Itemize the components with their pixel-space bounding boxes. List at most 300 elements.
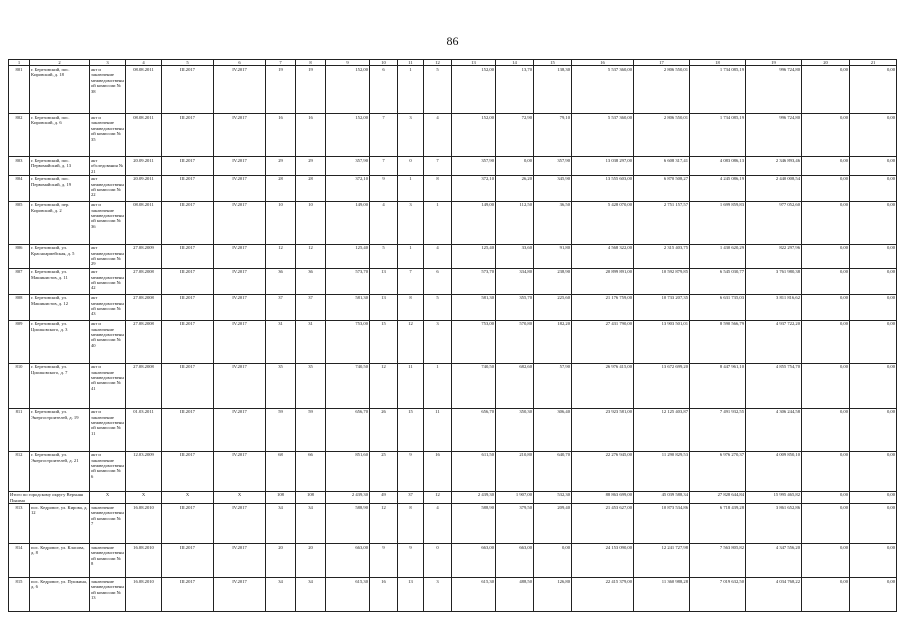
cell-c6: IV.2017 bbox=[214, 294, 266, 320]
cell-c18: 6 718 439,28 bbox=[690, 504, 746, 544]
cell-date: 27.08.2008 bbox=[126, 363, 162, 408]
cell-c6: IV.2017 bbox=[214, 201, 266, 244]
cell-c20: 0,00 bbox=[802, 408, 850, 451]
cell-c5: III.2017 bbox=[162, 504, 214, 544]
cell-c20: 0,00 bbox=[802, 504, 850, 544]
cell-c10: 13 bbox=[370, 294, 398, 320]
cell-c12: 3 bbox=[424, 578, 452, 612]
cell-c11: 0 bbox=[398, 157, 424, 175]
cell-n: 815 bbox=[9, 578, 30, 612]
cell-c12: 1 bbox=[424, 201, 452, 244]
cell-c17: 12 241 727,98 bbox=[634, 544, 690, 578]
cell-c11: 11 bbox=[398, 363, 424, 408]
cell-c11: 3 bbox=[398, 201, 424, 244]
cell-c14: 13,70 bbox=[496, 66, 534, 114]
total-cell: 0,00 bbox=[802, 491, 850, 504]
cell-c20: 0,00 bbox=[802, 363, 850, 408]
cell-c11: 1 bbox=[398, 244, 424, 268]
cell-c17: 6 870 508,27 bbox=[634, 175, 690, 201]
cell-c21: 0,00 bbox=[850, 294, 897, 320]
cell-c5: III.2017 bbox=[162, 294, 214, 320]
cell-c10: 6 bbox=[370, 66, 398, 114]
cell-c7: 29 bbox=[266, 157, 296, 175]
cell-c8: 59 bbox=[296, 408, 326, 451]
cell-c15: 209,40 bbox=[534, 504, 572, 544]
cell-c5: III.2017 bbox=[162, 114, 214, 157]
cell-c14: 355,70 bbox=[496, 294, 534, 320]
cell-c10: 4 bbox=[370, 201, 398, 244]
cell-n: 804 bbox=[9, 175, 30, 201]
cell-c5: III.2017 bbox=[162, 451, 214, 491]
table-body-part1 bbox=[9, 66, 897, 491]
cell-c19: 3 861 652,86 bbox=[746, 504, 802, 544]
cell-addr: г. Березовский, ул. Красноармейская, д. 5 bbox=[30, 244, 90, 268]
cell-c5: III.2017 bbox=[162, 157, 214, 175]
cell-c15: 36,50 bbox=[534, 201, 572, 244]
cell-c16: 22 415 379,00 bbox=[572, 578, 634, 612]
cell-c11: 1 bbox=[398, 175, 424, 201]
column-number: 3 bbox=[90, 60, 126, 66]
cell-doc: акт и заключение межведомственной комиссии № 38 bbox=[90, 66, 126, 114]
column-number: 10 bbox=[370, 60, 398, 66]
cell-addr: пос. Кедровое, ул. Пушкина, д. 6 bbox=[30, 578, 90, 612]
cell-c10: 5 bbox=[370, 244, 398, 268]
cell-c9: 149,00 bbox=[326, 201, 370, 244]
cell-c18: 1 430 620,29 bbox=[690, 244, 746, 268]
table-row bbox=[9, 66, 897, 114]
total-cell: 2 439,30 bbox=[326, 491, 370, 504]
cell-c16: 13 038 297,00 bbox=[572, 157, 634, 175]
table-row bbox=[9, 451, 897, 491]
cell-c18: 1 699 859,83 bbox=[690, 201, 746, 244]
cell-c13: 152,00 bbox=[452, 114, 496, 157]
cell-doc: заключение межведомственной комиссии № 8 bbox=[90, 544, 126, 578]
cell-c17: 10 873 534,86 bbox=[634, 504, 690, 544]
cell-c13: 588,90 bbox=[452, 504, 496, 544]
cell-date: 08.08.2011 bbox=[126, 66, 162, 114]
cell-c20: 0,00 bbox=[802, 114, 850, 157]
cell-c13: 149,00 bbox=[452, 201, 496, 244]
cell-c14: 33,60 bbox=[496, 244, 534, 268]
cell-date: 16.08.2010 bbox=[126, 504, 162, 544]
cell-c8: 16 bbox=[296, 114, 326, 157]
cell-c16: 21 176 759,00 bbox=[572, 294, 634, 320]
cell-n: 806 bbox=[9, 244, 30, 268]
cell-c14: 210,80 bbox=[496, 451, 534, 491]
total-label: Итого по городскому округу Верхняя Пышма bbox=[9, 491, 90, 504]
cell-c5: III.2017 bbox=[162, 544, 214, 578]
cell-c12: 4 bbox=[424, 244, 452, 268]
column-number: 1 bbox=[9, 60, 30, 66]
cell-c8: 29 bbox=[296, 157, 326, 175]
cell-addr: г. Березовский, пос. Первомайский, д. 13 bbox=[30, 157, 90, 175]
cell-doc: акт межведомственной комиссии № 29 bbox=[91, 245, 124, 267]
cell-c15: 79,10 bbox=[534, 114, 572, 157]
column-number: 17 bbox=[634, 60, 690, 66]
cell-c21: 0,00 bbox=[850, 268, 897, 294]
cell-c16: 5 537 360,00 bbox=[572, 114, 634, 157]
cell-c9: 656,70 bbox=[326, 408, 370, 451]
cell-c7: 28 bbox=[266, 175, 296, 201]
cell-c6: IV.2017 bbox=[214, 157, 266, 175]
cell-c9: 573,70 bbox=[326, 268, 370, 294]
cell-addr: г. Березовский, ул. Машинистов, д. 11 bbox=[30, 268, 90, 294]
cell-c5: III.2017 bbox=[162, 175, 214, 201]
total-cell: 1 907,00 bbox=[496, 491, 534, 504]
cell-c16: 23 923 581,00 bbox=[572, 408, 634, 451]
cell-c12: 0 bbox=[424, 544, 452, 578]
cell-doc: акт и заключение межведомственной комиссии № 6 bbox=[90, 451, 126, 491]
cell-c12: 8 bbox=[424, 175, 452, 201]
cell-c17: 11 360 988,28 bbox=[634, 578, 690, 612]
cell-c16: 13 555 603,00 bbox=[572, 175, 634, 201]
cell-c16: 5 537 360,00 bbox=[572, 66, 634, 114]
total-cell: 27 828 644,84 bbox=[690, 491, 746, 504]
cell-doc: акт и заключение межведомственной комиссии № 35 bbox=[90, 114, 126, 157]
total-cell: 108 bbox=[266, 491, 296, 504]
cell-c8: 66 bbox=[296, 451, 326, 491]
cell-c19: 3 811 816,62 bbox=[746, 294, 802, 320]
column-number: 11 bbox=[398, 60, 424, 66]
cell-c21: 0,00 bbox=[850, 363, 897, 408]
cell-c8: 19 bbox=[296, 66, 326, 114]
cell-c9: 615,30 bbox=[326, 578, 370, 612]
cell-c7: 68 bbox=[266, 451, 296, 491]
cell-c14: 0,00 bbox=[496, 157, 534, 175]
total-cell: 2 439,30 bbox=[452, 491, 496, 504]
cell-c20: 0,00 bbox=[802, 175, 850, 201]
cell-c15: 640,70 bbox=[534, 451, 572, 491]
cell-c19: 2 346 893,46 bbox=[746, 157, 802, 175]
total-cell: X bbox=[214, 491, 266, 504]
cell-c15: 57,90 bbox=[534, 363, 572, 408]
cell-c6: IV.2017 bbox=[214, 66, 266, 114]
cell-date: 27.08.2009 bbox=[126, 244, 162, 268]
cell-c6: IV.2017 bbox=[214, 114, 266, 157]
cell-c19: 996 724,80 bbox=[746, 114, 802, 157]
cell-n: 802 bbox=[9, 114, 30, 157]
cell-c7: 19 bbox=[266, 66, 296, 114]
cell-c18: 8 447 961,10 bbox=[690, 363, 746, 408]
cell-doc: заключение межведомственной комиссии № 7 bbox=[90, 504, 126, 544]
cell-n: 811 bbox=[9, 408, 30, 451]
cell-date: 16.08.2010 bbox=[126, 544, 162, 578]
cell-c10: 13 bbox=[370, 268, 398, 294]
cell-c7: 16 bbox=[266, 114, 296, 157]
cell-addr: г. Березовский, ул. Энергостроителей, д. 21 bbox=[30, 451, 90, 491]
cell-c19: 977 052,60 bbox=[746, 201, 802, 244]
cell-c19: 4 009 850,10 bbox=[746, 451, 802, 491]
table-body-part2 bbox=[9, 504, 897, 612]
cell-c18: 7 019 632,50 bbox=[690, 578, 746, 612]
cell-c21: 0,00 bbox=[850, 451, 897, 491]
total-cell: X bbox=[126, 491, 162, 504]
cell-c16: 22 276 945,00 bbox=[572, 451, 634, 491]
cell-c21: 0,00 bbox=[850, 244, 897, 268]
cell-c7: 37 bbox=[266, 294, 296, 320]
cell-c8: 34 bbox=[296, 578, 326, 612]
cell-c10: 16 bbox=[370, 578, 398, 612]
cell-n: 805 bbox=[9, 201, 30, 244]
cell-c14: 570,80 bbox=[496, 320, 534, 363]
cell-c9: 581,30 bbox=[326, 294, 370, 320]
column-number: 13 bbox=[452, 60, 496, 66]
cell-n: 813 bbox=[9, 504, 30, 544]
cell-n: 810 bbox=[9, 363, 30, 408]
cell-c18: 7 563 805,82 bbox=[690, 544, 746, 578]
cell-c9: 663,00 bbox=[326, 544, 370, 578]
cell-c8: 34 bbox=[296, 504, 326, 544]
page-number: 86 bbox=[446, 34, 459, 48]
cell-c16: 21 453 627,00 bbox=[572, 504, 634, 544]
cell-c15: 238,90 bbox=[534, 268, 572, 294]
cell-c12: 5 bbox=[424, 294, 452, 320]
cell-c9: 357,90 bbox=[326, 157, 370, 175]
cell-c15: 0,00 bbox=[534, 544, 572, 578]
cell-c9: 152,00 bbox=[326, 66, 370, 114]
cell-c8: 37 bbox=[296, 294, 326, 320]
cell-c16: 26 976 415,00 bbox=[572, 363, 634, 408]
cell-c20: 0,00 bbox=[802, 544, 850, 578]
cell-c11: 3 bbox=[398, 114, 424, 157]
cell-c8: 10 bbox=[296, 201, 326, 244]
cell-c15: 225,60 bbox=[534, 294, 572, 320]
total-cell: 532,30 bbox=[534, 491, 572, 504]
cell-c10: 7 bbox=[370, 157, 398, 175]
cell-c14: 72,90 bbox=[496, 114, 534, 157]
cell-c13: 152,00 bbox=[452, 66, 496, 114]
total-cell: 88 863 699,00 bbox=[572, 491, 634, 504]
cell-c12: 4 bbox=[424, 504, 452, 544]
cell-c11: 12 bbox=[398, 320, 424, 363]
cell-c12: 16 bbox=[424, 451, 452, 491]
cell-c11: 1 bbox=[398, 66, 424, 114]
cell-c7: 35 bbox=[266, 363, 296, 408]
cell-c15: 345,90 bbox=[534, 175, 572, 201]
cell-c5: III.2017 bbox=[162, 244, 214, 268]
cell-c17: 2 806 550,01 bbox=[634, 114, 690, 157]
total-cell: X bbox=[90, 491, 126, 504]
cell-c20: 0,00 bbox=[802, 66, 850, 114]
cell-c19: 4 306 244,58 bbox=[746, 408, 802, 451]
column-number: 18 bbox=[690, 60, 746, 66]
cell-n: 807 bbox=[9, 268, 30, 294]
cell-c5: III.2017 bbox=[162, 268, 214, 294]
cell-c18: 8 590 566,79 bbox=[690, 320, 746, 363]
cell-c13: 372,10 bbox=[452, 175, 496, 201]
cell-c9: 372,10 bbox=[326, 175, 370, 201]
cell-c11: 8 bbox=[398, 294, 424, 320]
cell-c16: 27 431 790,00 bbox=[572, 320, 634, 363]
cell-c12: 3 bbox=[424, 320, 452, 363]
cell-c17: 6 608 317,41 bbox=[634, 157, 690, 175]
cell-c5: III.2017 bbox=[162, 363, 214, 408]
cell-c17: 10 592 879,85 bbox=[634, 268, 690, 294]
cell-c13: 753,00 bbox=[452, 320, 496, 363]
cell-addr: г. Березовский, ул. Циолковского, д. 3 bbox=[30, 320, 90, 363]
cell-c13: 615,30 bbox=[452, 578, 496, 612]
cell-doc: акт и заключение межведомственной комиссии № 41 bbox=[90, 363, 126, 408]
cell-date: 20.09.2011 bbox=[126, 175, 162, 201]
cell-doc: заключение межведомственной комиссии № 13 bbox=[90, 578, 126, 612]
cell-c9: 152,00 bbox=[326, 114, 370, 157]
cell-c9: 753,00 bbox=[326, 320, 370, 363]
cell-c14: 663,00 bbox=[496, 544, 534, 578]
cell-c14: 488,50 bbox=[496, 578, 534, 612]
cell-c11: 9 bbox=[398, 451, 424, 491]
cell-c13: 581,30 bbox=[452, 294, 496, 320]
cell-c17: 2 315 403,75 bbox=[634, 244, 690, 268]
cell-n: 803 bbox=[9, 157, 30, 175]
cell-c7: 34 bbox=[266, 504, 296, 544]
column-number: 14 bbox=[496, 60, 534, 66]
cell-c14: 112,50 bbox=[496, 201, 534, 244]
column-number: 5 bbox=[162, 60, 214, 66]
cell-c5: III.2017 bbox=[162, 320, 214, 363]
cell-date: 27.08.2008 bbox=[126, 294, 162, 320]
cell-addr: г. Березовский, ул. Машинистов, д. 12 bbox=[30, 294, 90, 320]
cell-c11: 7 bbox=[398, 268, 424, 294]
cell-c6: IV.2017 bbox=[214, 320, 266, 363]
cell-c21: 0,00 bbox=[850, 408, 897, 451]
cell-c6: IV.2017 bbox=[214, 244, 266, 268]
cell-date: 08.08.2011 bbox=[126, 201, 162, 244]
column-number: 12 bbox=[424, 60, 452, 66]
table-row bbox=[9, 408, 897, 451]
cell-c19: 4 347 556,20 bbox=[746, 544, 802, 578]
cell-c17: 11 290 829,53 bbox=[634, 451, 690, 491]
table-row bbox=[9, 157, 897, 175]
cell-c21: 0,00 bbox=[850, 175, 897, 201]
cell-c21: 0,00 bbox=[850, 201, 897, 244]
cell-c19: 4 937 722,20 bbox=[746, 320, 802, 363]
cell-c19: 3 761 980,38 bbox=[746, 268, 802, 294]
column-number: 15 bbox=[534, 60, 572, 66]
cell-c14: 350,30 bbox=[496, 408, 534, 451]
cell-c10: 26 bbox=[370, 408, 398, 451]
cell-addr: г. Березовский, ул. Циолковского, д. 7 bbox=[30, 363, 90, 408]
cell-c20: 0,00 bbox=[802, 578, 850, 612]
cell-c14: 682,60 bbox=[496, 363, 534, 408]
cell-n: 801 bbox=[9, 66, 30, 114]
cell-c9: 851,60 bbox=[326, 451, 370, 491]
column-number: 21 bbox=[850, 60, 897, 66]
table-row bbox=[9, 268, 897, 294]
cell-c9: 588,90 bbox=[326, 504, 370, 544]
cell-c21: 0,00 bbox=[850, 544, 897, 578]
cell-c7: 36 bbox=[266, 268, 296, 294]
table-row bbox=[9, 114, 897, 157]
table-row bbox=[9, 504, 897, 544]
cell-c8: 35 bbox=[296, 363, 326, 408]
cell-date: 12.03.2009 bbox=[126, 451, 162, 491]
column-number: 8 bbox=[296, 60, 326, 66]
cell-c6: IV.2017 bbox=[214, 451, 266, 491]
cell-c13: 357,90 bbox=[452, 157, 496, 175]
cell-date: 27.08.2008 bbox=[126, 268, 162, 294]
cell-c6: IV.2017 bbox=[214, 175, 266, 201]
cell-c20: 0,00 bbox=[802, 294, 850, 320]
cell-c8: 36 bbox=[296, 268, 326, 294]
cell-c16: 20 899 891,00 bbox=[572, 268, 634, 294]
cell-date: 01.03.2011 bbox=[126, 408, 162, 451]
cell-c12: 4 bbox=[424, 114, 452, 157]
cell-c11: 15 bbox=[398, 408, 424, 451]
total-cell: 45 039 588,34 bbox=[634, 491, 690, 504]
total-cell: 15 995 465,82 bbox=[746, 491, 802, 504]
cell-c10: 15 bbox=[370, 320, 398, 363]
cell-c5: III.2017 bbox=[162, 578, 214, 612]
cell-c21: 0,00 bbox=[850, 578, 897, 612]
table-row bbox=[9, 544, 897, 578]
cell-c6: IV.2017 bbox=[214, 578, 266, 612]
cell-c18: 1 734 085,19 bbox=[690, 114, 746, 157]
cell-c19: 4 855 754,70 bbox=[746, 363, 802, 408]
cell-c16: 5 428 070,00 bbox=[572, 201, 634, 244]
cell-c18: 7 491 932,55 bbox=[690, 408, 746, 451]
cell-c7: 59 bbox=[266, 408, 296, 451]
cell-c11: 13 bbox=[398, 578, 424, 612]
cell-c8: 12 bbox=[296, 244, 326, 268]
cell-c21: 0,00 bbox=[850, 66, 897, 114]
cell-c13: 125,40 bbox=[452, 244, 496, 268]
column-number: 4 bbox=[126, 60, 162, 66]
cell-c19: 996 724,80 bbox=[746, 66, 802, 114]
cell-c5: III.2017 bbox=[162, 66, 214, 114]
cell-c11: 9 bbox=[398, 544, 424, 578]
cell-c6: IV.2017 bbox=[214, 268, 266, 294]
cell-c21: 0,00 bbox=[850, 114, 897, 157]
cell-doc: акт межведомственной комиссии № 22 bbox=[90, 175, 126, 201]
cell-c13: 573,70 bbox=[452, 268, 496, 294]
cell-c18: 6 631 735,03 bbox=[690, 294, 746, 320]
table-row bbox=[9, 244, 897, 268]
cell-c20: 0,00 bbox=[802, 268, 850, 294]
total-cell: 0,00 bbox=[850, 491, 897, 504]
cell-c12: 7 bbox=[424, 157, 452, 175]
cell-c21: 0,00 bbox=[850, 320, 897, 363]
cell-c18: 6 545 030,77 bbox=[690, 268, 746, 294]
total-cell: 12 bbox=[424, 491, 452, 504]
cell-addr: г. Березовский, пос. Кировский, д. 6 bbox=[30, 114, 90, 157]
cell-c17: 2 806 550,01 bbox=[634, 66, 690, 114]
cell-c21: 0,00 bbox=[850, 157, 897, 175]
cell-c8: 31 bbox=[296, 320, 326, 363]
cell-c20: 0,00 bbox=[802, 244, 850, 268]
cell-c17: 2 751 157,57 bbox=[634, 201, 690, 244]
column-number: 16 bbox=[572, 60, 634, 66]
cell-doc: акт межведомственной комиссии № 42 bbox=[90, 268, 126, 294]
cell-c15: 126,80 bbox=[534, 578, 572, 612]
cell-c13: 740,50 bbox=[452, 363, 496, 408]
cell-addr: пос. Кедровое, ул. Кирова, д. 12 bbox=[30, 504, 90, 544]
cell-doc: акт и заключение межведомственной комиссии № 11 bbox=[90, 408, 126, 451]
housing-table bbox=[8, 59, 897, 612]
cell-c10: 9 bbox=[370, 544, 398, 578]
cell-c10: 25 bbox=[370, 451, 398, 491]
total-row bbox=[9, 491, 897, 504]
cell-c17: 12 125 403,87 bbox=[634, 408, 690, 451]
cell-c15: 306,40 bbox=[534, 408, 572, 451]
cell-c21: 0,00 bbox=[850, 504, 897, 544]
cell-c6: IV.2017 bbox=[214, 363, 266, 408]
cell-c20: 0,00 bbox=[802, 157, 850, 175]
total-cell: 37 bbox=[398, 491, 424, 504]
cell-c17: 10 733 207,35 bbox=[634, 294, 690, 320]
table-row bbox=[9, 320, 897, 363]
cell-c10: 12 bbox=[370, 363, 398, 408]
cell-doc: акт и заключение межведомственной комиссии № 40 bbox=[90, 320, 126, 363]
